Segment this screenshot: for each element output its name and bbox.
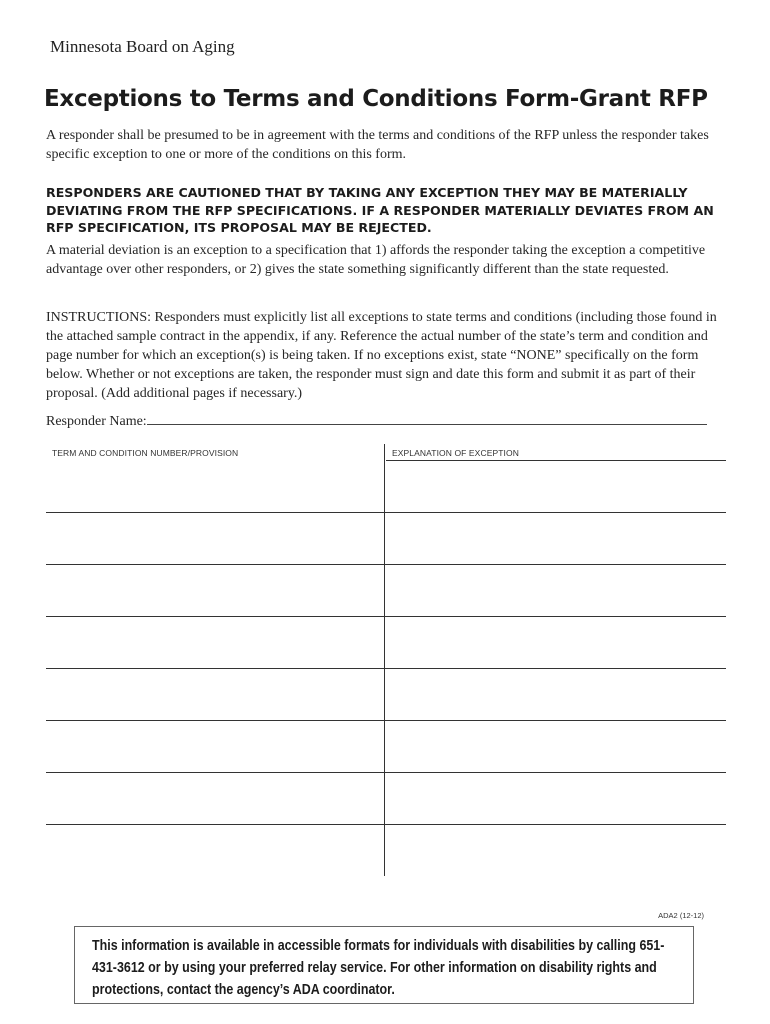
organization-name: Minnesota Board on Aging: [50, 37, 235, 56]
column-header-term: TERM AND CONDITION NUMBER/PROVISION: [52, 448, 239, 458]
accessibility-notice-text: This information is available in accessible formats for individuals with disabilities by calling 651-431-3612 or by using your preferred relay service. For other information on disability rights and protections, contact the agency’s ADA coordinator.: [92, 938, 665, 998]
row-divider: [46, 668, 726, 669]
form-code: ADA2 (12-12): [658, 911, 704, 920]
deviation-paragraph: A material deviation is an exception to a specification that 1) affords the responder taking the exception a competitive advantage over other responders, or 2) gives the state something significantly different than the state requested.: [46, 243, 706, 277]
row-divider: [46, 772, 726, 773]
column-header-explanation: EXPLANATION OF EXCEPTION: [392, 448, 519, 458]
intro-paragraph: A responder shall be presumed to be in agreement with the terms and conditions of the RFP unless the responder takes specific exception to one or more of the conditions on this form.: [46, 128, 709, 162]
exceptions-table: [46, 442, 726, 876]
responder-name-row: [46, 412, 707, 430]
page-title: Exceptions to Terms and Conditions Form-Grant RFP: [44, 86, 708, 112]
row-divider: [46, 616, 726, 617]
row-divider: [46, 564, 726, 565]
accessibility-notice: [74, 926, 694, 1004]
caution-warning: RESPONDERS ARE CAUTIONED THAT BY TAKING ANY EXCEPTION THEY MAY BE MATERIALLY DEVIATING FROM THE RFP SPECIFICATIONS. IF A RESPONDER MATERIALLY DEVIATES FROM AN RFP SPECIFICATION, ITS PROPOSAL MAY BE REJECTED.: [46, 185, 714, 235]
row-divider: [46, 720, 726, 721]
header-underline: [386, 460, 726, 461]
responder-name-label: Responder Name:: [46, 414, 147, 429]
column-divider: [384, 444, 385, 876]
instructions-paragraph: INSTRUCTIONS: Responders must explicitly list all exceptions to state terms and conditions (including those found in the attached sample contract in the appendix, if any. Reference the actual number of the state’s term and condition and page number for which an exception(s) is being taken. If no exceptions exist, state “NONE” specifically on the form below. Whether or not exceptions are taken, the responder must sign and date this form and submit it as part of their proposal. (Add additional pages if necessary.): [46, 310, 717, 401]
row-divider: [46, 512, 726, 513]
row-divider: [46, 824, 726, 825]
responder-name-field[interactable]: [147, 412, 707, 425]
